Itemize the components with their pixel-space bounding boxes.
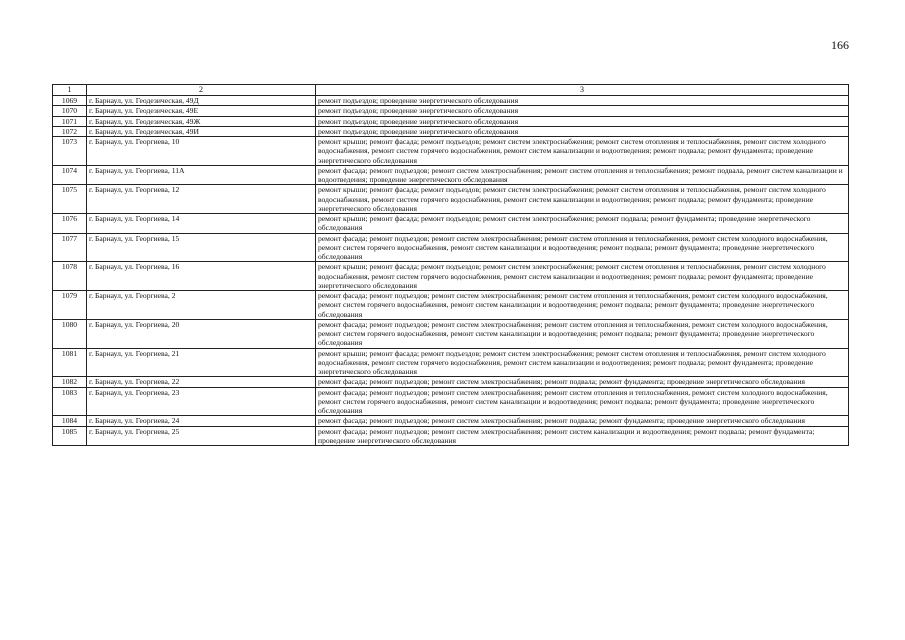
row-number: 1084 bbox=[53, 416, 87, 426]
row-works: ремонт крыши; ремонт фасада; ремонт подъездов; ремонт систем электроснабжения; ремонт систем отопления и теплоснабжения, ремонт систем холодного водоснабжения, ремонт систем горячего водоснабжения, ремонт систем канализации и водоотведения; ремонт подвала; ремонт фундамента; проведение энергетического обследования bbox=[316, 137, 849, 166]
row-works: ремонт фасада; ремонт подъездов; ремонт систем электроснабжения; ремонт систем отопления и теплоснабжения, ремонт систем холодного водоснабжения, ремонт систем горячего водоснабжения, ремонт систем канализации и водоотведения; ремонт подвала; ремонт фундамента; проведение энергетического обследования bbox=[316, 233, 849, 262]
table-row bbox=[53, 377, 849, 387]
row-number: 1071 bbox=[53, 116, 87, 126]
row-works: ремонт фасада; ремонт подъездов; ремонт систем электроснабжения; ремонт подвала; ремонт фундамента; проведение энергетического обследования bbox=[316, 377, 849, 387]
row-address: г. Барнаул, ул. Георгиева, 10 bbox=[87, 137, 316, 166]
table-row bbox=[53, 348, 849, 377]
table-row bbox=[53, 387, 849, 416]
row-number: 1082 bbox=[53, 377, 87, 387]
table-row bbox=[53, 106, 849, 116]
row-works: ремонт крыши; ремонт фасада; ремонт подъездов; ремонт систем электроснабжения; ремонт систем отопления и теплоснабжения, ремонт систем холодного водоснабжения, ремонт систем горячего водоснабжения, ремонт систем канализации и водоотведения; ремонт подвала; ремонт фундамента; проведение энергетического обследования bbox=[316, 262, 849, 291]
row-works: ремонт фасада; ремонт подъездов; ремонт систем электроснабжения; ремонт систем канализации и водоотведения; ремонт подвала; ремонт фундамента; проведение энергетического обследования bbox=[316, 426, 849, 446]
row-number: 1078 bbox=[53, 262, 87, 291]
row-address: г. Барнаул, ул. Геодезическая, 49Е bbox=[87, 106, 316, 116]
row-works: ремонт подъездов; проведение энергетического обследования bbox=[316, 96, 849, 106]
table-row bbox=[53, 416, 849, 426]
row-works: ремонт крыши; ремонт фасада; ремонт подъездов; ремонт систем электроснабжения; ремонт систем отопления и теплоснабжения, ремонт систем холодного водоснабжения, ремонт систем горячего водоснабжения, ремонт систем канализации и водоотведения; ремонт подвала; ремонт фундамента; проведение энергетического обследования bbox=[316, 348, 849, 377]
table-row bbox=[53, 262, 849, 291]
column-header-address: 2 bbox=[87, 85, 316, 96]
table-row bbox=[53, 126, 849, 136]
row-works: ремонт фасада; ремонт подъездов; ремонт систем электроснабжения; ремонт подвала; ремонт фундамента; проведение энергетического обследования bbox=[316, 416, 849, 426]
table-row bbox=[53, 137, 849, 166]
row-address: г. Барнаул, ул. Георгиева, 20 bbox=[87, 319, 316, 348]
row-address: г. Барнаул, ул. Георгиева, 22 bbox=[87, 377, 316, 387]
table-row bbox=[53, 291, 849, 320]
row-address: г. Барнаул, ул. Геодезическая, 49И bbox=[87, 126, 316, 136]
row-address: г. Барнаул, ул. Георгиева, 16 bbox=[87, 262, 316, 291]
row-number: 1079 bbox=[53, 291, 87, 320]
table-row bbox=[53, 214, 849, 234]
row-works: ремонт фасада; ремонт подъездов; ремонт систем электроснабжения; ремонт систем отопления и теплоснабжения, ремонт систем холодного водоснабжения, ремонт систем горячего водоснабжения, ремонт систем канализации и водоотведения; ремонт подвала; ремонт фундамента; проведение энергетического обследования bbox=[316, 387, 849, 416]
row-address: г. Барнаул, ул. Георгиева, 11А bbox=[87, 165, 316, 185]
row-number: 1080 bbox=[53, 319, 87, 348]
row-works: ремонт подъездов; проведение энергетического обследования bbox=[316, 126, 849, 136]
column-header-works: 3 bbox=[316, 85, 849, 96]
row-works: ремонт крыши; ремонт фасада; ремонт подъездов; ремонт систем электроснабжения; ремонт систем отопления и теплоснабжения, ремонт систем холодного водоснабжения, ремонт систем горячего водоснабжения, ремонт систем канализации и водоотведения; ремонт подвала; ремонт фундамента; проведение энергетического обследования bbox=[316, 185, 849, 214]
row-number: 1075 bbox=[53, 185, 87, 214]
row-address: г. Барнаул, ул. Георгиева, 15 bbox=[87, 233, 316, 262]
repair-registry-table bbox=[52, 84, 849, 446]
table-row bbox=[53, 116, 849, 126]
row-address: г. Барнаул, ул. Георгиева, 2 bbox=[87, 291, 316, 320]
row-works: ремонт подъездов; проведение энергетического обследования bbox=[316, 106, 849, 116]
row-number: 1081 bbox=[53, 348, 87, 377]
row-address: г. Барнаул, ул. Георгиева, 25 bbox=[87, 426, 316, 446]
table-row bbox=[53, 426, 849, 446]
table-body bbox=[53, 96, 849, 446]
row-number: 1076 bbox=[53, 214, 87, 234]
table-row bbox=[53, 165, 849, 185]
row-works: ремонт фасада; ремонт подъездов; ремонт систем электроснабжения; ремонт систем отопления и теплоснабжения, ремонт систем холодного водоснабжения, ремонт систем горячего водоснабжения, ремонт систем канализации и водоотведения; ремонт подвала; ремонт фундамента; проведение энергетического обследования bbox=[316, 291, 849, 320]
row-number: 1070 bbox=[53, 106, 87, 116]
row-number: 1077 bbox=[53, 233, 87, 262]
row-number: 1074 bbox=[53, 165, 87, 185]
table-header bbox=[53, 85, 849, 96]
row-address: г. Барнаул, ул. Георгиева, 23 bbox=[87, 387, 316, 416]
row-works: ремонт фасада; ремонт подъездов; ремонт систем электроснабжения; ремонт систем отопления и теплоснабжения, ремонт систем холодного водоснабжения, ремонт систем горячего водоснабжения, ремонт систем канализации и водоотведения; ремонт подвала; ремонт фундамента; проведение энергетического обследования bbox=[316, 319, 849, 348]
table-row bbox=[53, 185, 849, 214]
page-number: 166 bbox=[831, 38, 849, 52]
row-number: 1069 bbox=[53, 96, 87, 106]
row-number: 1072 bbox=[53, 126, 87, 136]
row-works: ремонт подъездов; проведение энергетического обследования bbox=[316, 116, 849, 126]
row-address: г. Барнаул, ул. Геодезическая, 49Ж bbox=[87, 116, 316, 126]
row-address: г. Барнаул, ул. Георгиева, 12 bbox=[87, 185, 316, 214]
row-number: 1085 bbox=[53, 426, 87, 446]
row-address: г. Барнаул, ул. Геодезическая, 49Д bbox=[87, 96, 316, 106]
table-row bbox=[53, 319, 849, 348]
row-address: г. Барнаул, ул. Георгиева, 24 bbox=[87, 416, 316, 426]
table-row bbox=[53, 233, 849, 262]
row-number: 1083 bbox=[53, 387, 87, 416]
table-row bbox=[53, 96, 849, 106]
row-address: г. Барнаул, ул. Георгиева, 14 bbox=[87, 214, 316, 234]
row-works: ремонт фасада; ремонт подъездов; ремонт систем электроснабжения; ремонт систем отопления и теплоснабжения; ремонт подвала, ремонт систем канализации и водоотведения; проведение энергетического обследования bbox=[316, 165, 849, 185]
header-row bbox=[53, 85, 849, 96]
row-works: ремонт крыши; ремонт фасада; ремонт подъездов; ремонт систем электроснабжения; ремонт подвала; ремонт фундамента; проведение энергетического обследования bbox=[316, 214, 849, 234]
row-address: г. Барнаул, ул. Георгиева, 21 bbox=[87, 348, 316, 377]
row-number: 1073 bbox=[53, 137, 87, 166]
column-header-number: 1 bbox=[53, 85, 87, 96]
